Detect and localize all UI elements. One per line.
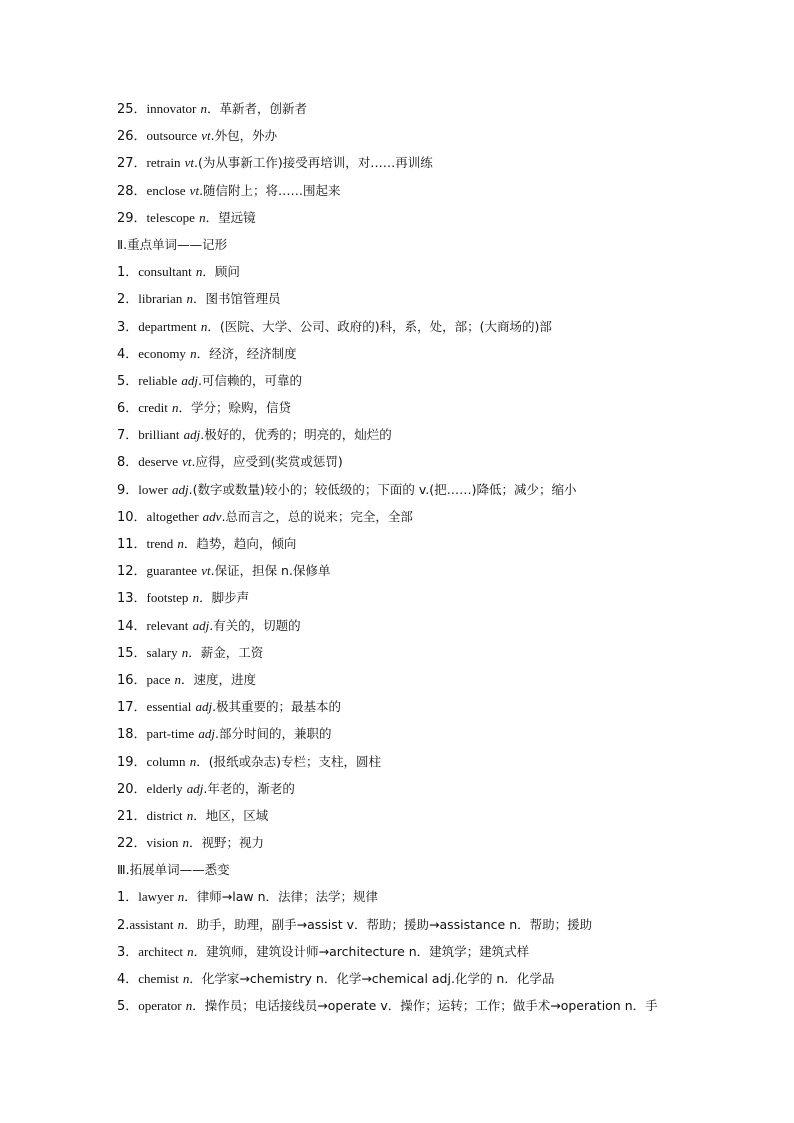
entry-part-of-speech: adv — [202, 508, 222, 524]
entry-definition: ．脚步声 — [199, 590, 250, 606]
entry-definition: ．学分；赊购，信贷 — [178, 400, 292, 416]
entry-number: 18． — [117, 727, 147, 743]
entry-definition: .年老的，渐老的 — [203, 780, 295, 796]
vocab-entry — [117, 775, 757, 802]
entry-word: consultant — [138, 264, 192, 280]
entry-part-of-speech: n — [190, 345, 197, 361]
entry-word: deserve — [138, 454, 178, 470]
vocab-entry — [117, 584, 757, 611]
entry-word: essential — [146, 699, 192, 715]
entry-part-of-speech: vt — [201, 563, 211, 579]
entry-definition: .可信赖的，可靠的 — [198, 372, 303, 388]
entry-word: column — [146, 753, 186, 769]
entry-part-of-speech: adj — [192, 617, 210, 633]
entry-part-of-speech: adj — [195, 699, 213, 715]
entry-number: 3． — [117, 319, 139, 335]
entry-number: 1． — [117, 890, 139, 906]
entry-definition: .应得，应受到(奖赏或惩罚) — [191, 454, 343, 470]
entry-word: assistant — [129, 916, 174, 932]
entry-word: salary — [146, 644, 178, 660]
entry-part-of-speech: adj — [181, 372, 199, 388]
entry-part-of-speech: adj — [183, 427, 201, 443]
vocab-entry — [117, 748, 757, 775]
entry-number: 4． — [117, 346, 139, 362]
entry-part-of-speech: n — [192, 590, 200, 606]
entry-word: architect — [138, 943, 184, 959]
entry-part-of-speech: n — [199, 209, 206, 225]
entry-number: 20． — [117, 781, 147, 797]
entry-definition: ．图书馆管理员 — [192, 291, 281, 307]
entry-definition: .(数字或数量)较小的；较低级的；下面的 v.(把……)降低；减少；缩小 — [188, 481, 577, 497]
entry-part-of-speech: vt — [182, 454, 192, 470]
entry-definition: ．速度，进度 — [181, 671, 257, 687]
entry-word: lower — [138, 481, 168, 497]
entry-part-of-speech: n — [181, 644, 189, 660]
entry-part-of-speech: n — [182, 835, 189, 851]
entry-part-of-speech: n — [189, 753, 197, 769]
vocab-entry — [117, 177, 757, 204]
entry-number: 13． — [117, 591, 147, 607]
entry-word: vision — [146, 835, 179, 851]
vocab-entry — [117, 122, 757, 149]
entry-number: 21． — [117, 808, 147, 824]
entry-number: 28． — [117, 183, 147, 199]
vocab-entry — [117, 367, 757, 394]
entry-part-of-speech: n — [177, 916, 185, 932]
entry-word: economy — [138, 345, 186, 361]
entry-number: 3． — [117, 944, 139, 960]
entry-part-of-speech: n — [174, 671, 181, 687]
entry-part-of-speech: n — [200, 318, 208, 334]
entry-definition: ．薪金，工资 — [188, 644, 264, 660]
vocab-entry — [117, 285, 757, 312]
entry-definition: ．操作员；电话接线员→operate v．操作；运转；工作；做手术→operation n．手 — [192, 998, 658, 1014]
entry-number: 27． — [117, 156, 147, 172]
entry-part-of-speech: adj — [172, 481, 189, 497]
entry-number: 15． — [117, 645, 147, 661]
vocab-entry — [117, 204, 757, 231]
entry-definition: .(为从事新工作)接受再培训，对……再训练 — [194, 155, 433, 171]
vocab-entry — [117, 530, 757, 557]
entry-number: 8． — [117, 455, 139, 471]
entry-word: retrain — [146, 155, 181, 171]
entry-definition: .保证，担保 n.保修单 — [210, 563, 331, 579]
entry-word: pace — [146, 671, 171, 687]
vocab-entry — [117, 720, 757, 747]
entry-word: brilliant — [138, 427, 180, 443]
entry-number: 22． — [117, 836, 147, 852]
section-heading — [117, 231, 757, 258]
entry-definition: ．革新者，创新者 — [207, 101, 308, 116]
entry-number: 5． — [117, 999, 139, 1015]
vocab-entry — [117, 448, 757, 475]
vocab-entry — [117, 992, 757, 1019]
vocab-entry — [117, 95, 757, 122]
entry-definition: .随信附上；将……围起来 — [199, 182, 341, 198]
entry-part-of-speech: n — [182, 971, 190, 986]
vocab-entry — [117, 938, 757, 965]
vocab-entry — [117, 149, 757, 176]
vocab-entry — [117, 421, 757, 448]
entry-part-of-speech: n — [186, 291, 193, 307]
entry-word: outsource — [146, 128, 198, 144]
vocab-entry — [117, 503, 757, 530]
vocab-entry — [117, 911, 757, 938]
entry-word: altogether — [146, 508, 199, 524]
entry-definition: ．建筑师，建筑设计师→architecture n．建筑学；建筑式样 — [193, 943, 530, 959]
entry-number: 5． — [117, 373, 139, 389]
vocab-entry — [117, 476, 757, 503]
entry-word: elderly — [146, 780, 183, 796]
vocab-entry — [117, 965, 757, 992]
entry-number: 12． — [117, 564, 147, 580]
entry-part-of-speech: vt — [184, 155, 194, 171]
entry-word: guarantee — [146, 563, 198, 579]
entry-number: 7． — [117, 428, 139, 444]
section-heading — [117, 856, 757, 883]
entry-part-of-speech: adj — [186, 780, 204, 796]
entry-definition: .外包，外办 — [210, 128, 278, 144]
entry-part-of-speech: adj — [198, 726, 215, 742]
vocab-entry — [117, 802, 757, 829]
entry-word: part-time — [146, 726, 195, 742]
vocab-entry — [117, 829, 757, 856]
entry-number: 14． — [117, 618, 147, 634]
entry-word: telescope — [146, 209, 195, 225]
vocab-entry — [117, 693, 757, 720]
entry-number: 25． — [117, 102, 147, 117]
entry-number: 1． — [117, 265, 139, 281]
entry-word: credit — [138, 400, 168, 416]
entry-word: district — [146, 807, 183, 823]
vocab-entry — [117, 340, 757, 367]
section-heading-text: Ⅱ.重点单词——记形 — [117, 236, 228, 252]
entry-definition: .有关的，切题的 — [209, 617, 301, 633]
vocab-entry — [117, 883, 757, 910]
entry-part-of-speech: n — [177, 536, 184, 551]
entry-definition: .部分时间的，兼职的 — [214, 726, 332, 742]
entry-word: enclose — [146, 182, 186, 198]
entry-part-of-speech: n — [195, 264, 203, 280]
entry-number: 29． — [117, 210, 147, 226]
entry-number: 17． — [117, 700, 147, 716]
entry-definition: ．经济，经济制度 — [196, 345, 297, 361]
entry-word: footstep — [146, 590, 189, 606]
entry-number: 10． — [117, 509, 147, 525]
entry-part-of-speech: vt — [189, 182, 200, 198]
vocab-entry — [117, 612, 757, 639]
entry-definition: ．顾问 — [202, 264, 240, 280]
entry-definition: ．视野；视力 — [188, 835, 264, 851]
entry-number: 4． — [117, 972, 139, 987]
entry-word: relevant — [146, 617, 189, 633]
vocab-entry — [117, 394, 757, 421]
entry-word: trend — [146, 536, 174, 551]
entry-word: department — [138, 318, 197, 334]
entry-number: 2． — [117, 292, 139, 308]
entry-number: 9． — [117, 482, 139, 498]
entry-part-of-speech: n — [177, 889, 185, 905]
entry-definition: ．化学家→chemistry n．化学→chemical adj.化学的 n．化学品 — [189, 971, 555, 986]
entry-definition: ．望远镜 — [205, 209, 256, 225]
entry-definition: .极好的，优秀的；明亮的，灿烂的 — [200, 427, 392, 443]
entry-definition: ．(医院、大学、公司、政府的)科，系，处，部；(大商场的)部 — [207, 318, 552, 334]
vocab-entry — [117, 639, 757, 666]
entry-word: operator — [138, 998, 182, 1014]
entry-part-of-speech: n — [200, 101, 208, 116]
entry-definition: ．助手，助理，副手→assist v．帮助；援助→assistance n．帮助；援助 — [184, 916, 593, 932]
entry-definition: ．趋势，趋向，倾向 — [183, 536, 297, 551]
entry-part-of-speech: n — [187, 943, 194, 959]
entry-number: 19． — [117, 754, 147, 770]
entry-word: reliable — [138, 372, 178, 388]
entry-definition: .极其重要的；最基本的 — [212, 699, 342, 715]
entry-number: 2. — [117, 917, 130, 933]
vocab-entry — [117, 313, 757, 340]
entry-part-of-speech: n — [172, 400, 179, 416]
entry-number: 6． — [117, 401, 139, 417]
entry-part-of-speech: n — [185, 998, 193, 1014]
entry-part-of-speech: vt — [201, 128, 211, 144]
entry-word: chemist — [138, 971, 179, 986]
entry-part-of-speech: n — [186, 807, 194, 823]
entry-word: lawyer — [138, 889, 174, 905]
vocabulary-list — [117, 95, 757, 1019]
vocab-entry — [117, 666, 757, 693]
entry-number: 16． — [117, 672, 147, 688]
section-heading-text: Ⅲ.拓展单词——悉变 — [117, 862, 230, 878]
entry-definition: ．律师→law n．法律；法学；规律 — [184, 889, 379, 905]
entry-definition: ．地区，区域 — [193, 807, 269, 823]
vocab-entry — [117, 258, 757, 285]
entry-definition: .总而言之，总的说来；完全，全部 — [221, 508, 413, 524]
entry-definition: ．(报纸或杂志)专栏；支柱，圆柱 — [196, 753, 381, 769]
entry-number: 11． — [117, 537, 147, 552]
entry-number: 26． — [117, 129, 147, 145]
vocab-entry — [117, 557, 757, 584]
entry-word: librarian — [138, 291, 183, 307]
entry-word: innovator — [146, 101, 197, 116]
